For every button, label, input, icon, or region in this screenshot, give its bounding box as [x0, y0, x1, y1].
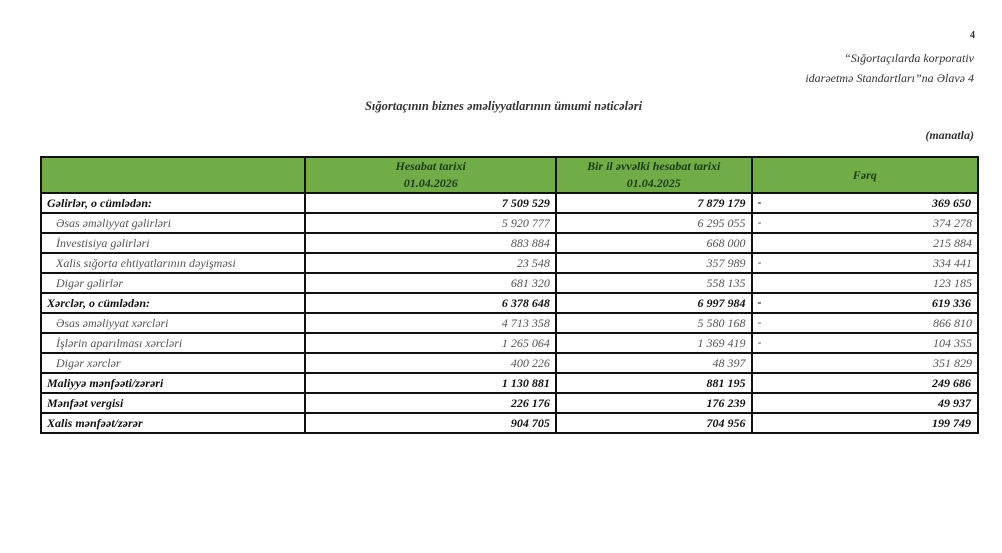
current-value: 1 130 881	[305, 373, 555, 393]
table-row	[41, 273, 978, 293]
table-row	[41, 253, 978, 273]
table-row	[41, 373, 978, 393]
currency-unit-label: (manatla)	[925, 128, 974, 142]
difference-value: 351 829	[933, 356, 972, 370]
difference-cell	[752, 393, 978, 413]
page-number: 4	[970, 30, 975, 41]
difference-value: 199 749	[932, 416, 971, 430]
difference-cell	[752, 353, 978, 373]
column-header-difference-title: Fərq	[852, 167, 877, 182]
difference-sign: -	[757, 295, 762, 309]
current-value: 681 320	[305, 273, 555, 293]
table-body	[41, 193, 978, 433]
difference-value: 334 441	[933, 256, 972, 270]
current-value: 1 265 064	[305, 333, 555, 353]
previous-value: 6 997 984	[556, 293, 752, 313]
row-label: Maliyyə mənfəəti/zərəri	[41, 373, 305, 393]
current-value: 23 548	[305, 253, 555, 273]
row-label: Xərclər, o cümlədən:	[41, 293, 305, 313]
row-label: İnvestisiya gəlirləri	[41, 233, 305, 253]
annex-line-1: “Sığortaçılarda korporativ	[844, 51, 974, 65]
table-row	[41, 293, 978, 313]
difference-value: 215 884	[933, 236, 972, 250]
difference-sign: -	[757, 335, 762, 349]
column-header-previous	[556, 157, 752, 193]
column-header-current	[305, 157, 555, 193]
previous-value: 668 000	[556, 233, 752, 253]
difference-cell	[752, 253, 978, 273]
difference-value: 866 810	[933, 316, 972, 330]
difference-cell	[752, 273, 978, 293]
row-label: Digər xərclər	[41, 353, 305, 373]
difference-value: 49 937	[938, 396, 971, 410]
difference-sign: -	[757, 195, 762, 209]
difference-sign: -	[757, 315, 762, 329]
current-value: 7 509 529	[305, 193, 555, 213]
column-header-difference	[752, 157, 978, 193]
column-header-current-date: 01.04.2026	[403, 176, 458, 190]
difference-value: 249 686	[932, 376, 971, 390]
difference-cell	[752, 193, 978, 213]
table-row	[41, 393, 978, 413]
previous-value: 48 397	[556, 353, 752, 373]
current-value: 4 713 358	[305, 313, 555, 333]
row-label: Gəlirlər, o cümlədən:	[41, 193, 305, 213]
difference-value: 374 278	[933, 216, 972, 230]
difference-value: 369 650	[932, 196, 971, 210]
previous-value: 357 989	[556, 253, 752, 273]
previous-value: 5 580 168	[556, 313, 752, 333]
column-header-current-title: Hesabat tarixi	[395, 159, 466, 173]
difference-cell	[752, 313, 978, 333]
difference-cell	[752, 413, 978, 433]
previous-value: 176 239	[556, 393, 752, 413]
previous-value: 6 295 055	[556, 213, 752, 233]
difference-cell	[752, 213, 978, 233]
table-header-row	[41, 157, 978, 193]
difference-cell	[752, 293, 978, 313]
table-row	[41, 333, 978, 353]
current-value: 226 176	[305, 393, 555, 413]
row-label: İşlərin aparılması xərcləri	[41, 333, 305, 353]
table-row	[41, 193, 978, 213]
previous-value: 1 369 419	[556, 333, 752, 353]
results-table	[40, 156, 979, 434]
difference-cell	[752, 233, 978, 253]
document-title: Sığortaçının biznes əməliyyatlarının ümumi nəticələri	[364, 99, 643, 113]
row-label: Mənfəət vergisi	[41, 393, 305, 413]
difference-cell	[752, 373, 978, 393]
difference-cell	[752, 333, 978, 353]
previous-value: 881 195	[556, 373, 752, 393]
row-label: Əsas əməliyyat gəlirləri	[41, 213, 305, 233]
column-header-label	[41, 157, 305, 193]
current-value: 6 378 648	[305, 293, 555, 313]
table-row	[41, 213, 978, 233]
row-label: Xalis sığorta ehtiyatlarının dəyişməsi	[41, 253, 305, 273]
difference-sign: -	[757, 255, 762, 269]
current-value: 400 226	[305, 353, 555, 373]
previous-value: 558 135	[556, 273, 752, 293]
table-row	[41, 233, 978, 253]
column-header-previous-date: 01.04.2025	[626, 176, 681, 190]
difference-sign: -	[757, 215, 762, 229]
current-value: 883 884	[305, 233, 555, 253]
difference-value: 619 336	[932, 296, 971, 310]
table-row	[41, 313, 978, 333]
previous-value: 7 879 179	[556, 193, 752, 213]
difference-value: 104 355	[933, 336, 972, 350]
table-row	[41, 353, 978, 373]
difference-value: 123 185	[933, 276, 972, 290]
column-header-previous-title: Bir il əvvəlki hesabat tarixi	[587, 159, 721, 173]
annex-line-2: idarəetmə Standartları”na Əlavə 4	[805, 71, 974, 85]
row-label: Digər gəlirlər	[41, 273, 305, 293]
table-row	[41, 413, 978, 433]
previous-value: 704 956	[556, 413, 752, 433]
annex-reference	[805, 48, 974, 88]
row-label: Əsas əməliyyat xərcləri	[41, 313, 305, 333]
row-label: Xalis mənfəət/zərər	[41, 413, 305, 433]
current-value: 5 920 777	[305, 213, 555, 233]
current-value: 904 705	[305, 413, 555, 433]
